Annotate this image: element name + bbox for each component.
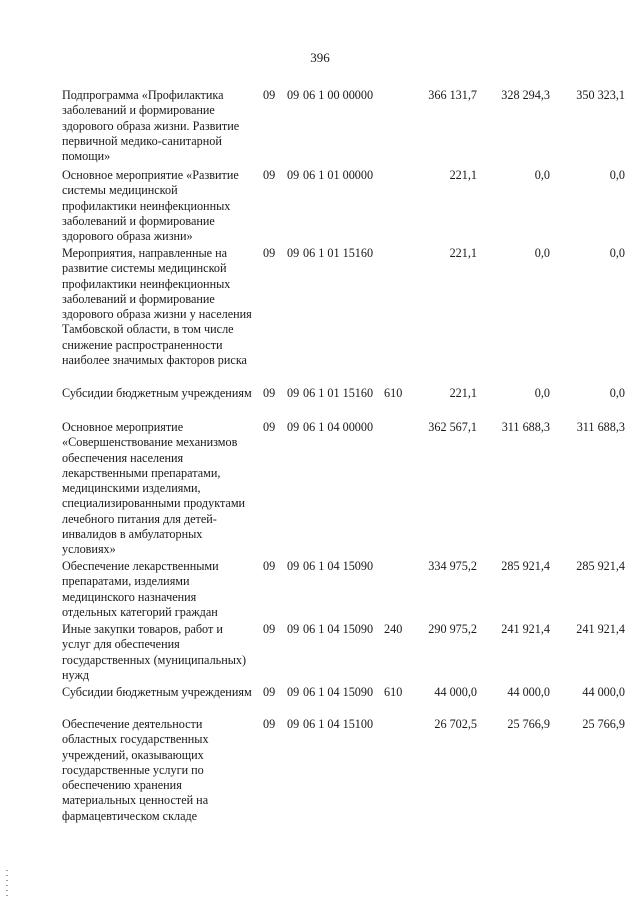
subsection-code: 09 (287, 717, 300, 731)
value-year-3: 0,0 (609, 246, 625, 260)
section-code: 09 (263, 386, 276, 400)
value-year-3: 0,0 (609, 168, 625, 182)
value-year-2: 285 921,4 (501, 559, 550, 573)
value-year-2: 311 688,3 (501, 420, 550, 434)
value-year-2: 0,0 (534, 168, 550, 182)
value-year-2: 0,0 (534, 386, 550, 400)
row-name: Основное мероприятие «Развитие системы медицинской профилактики неинфекционных заболеваний и формирование здорового образа жизни» (62, 168, 239, 244)
subsection-code: 09 (287, 386, 300, 400)
value-year-1: 362 567,1 (428, 420, 477, 434)
row-name: Обеспечение лекарственными препаратами, изделиями медицинского назначения отдельных категорий граждан (62, 559, 219, 619)
subsection-code: 09 (287, 420, 300, 434)
row-name: Обеспечение деятельности областных государственных учреждений, оказывающих государственные услуги по обеспечению хранения материальных ценностей на фармацевтическом складе (62, 717, 209, 823)
row-name: Иные закупки товаров, работ и услуг для обеспечения государственных (муниципальных) нужд (62, 622, 247, 682)
row-name: Подпрограмма «Профилактика заболеваний и формирование здорового образа жизни. Развитие первичной медико-санитарной помощи» (62, 88, 240, 164)
section-code: 09 (263, 168, 276, 182)
row-name: Субсидии бюджетным учреждениям (62, 386, 252, 400)
section-code: 09 (263, 622, 276, 636)
row-name: Основное мероприятие «Совершенствование механизмов обеспечения населения лекарственными препаратами, медицинскими изделиями, специализированными продуктами лечебного питания для детей-инвалидов в амбулаторных условиях» (62, 420, 246, 557)
value-year-1: 44 000,0 (434, 685, 477, 699)
value-year-1: 366 131,7 (428, 88, 477, 102)
section-code: 09 (263, 685, 276, 699)
value-year-1: 26 702,5 (434, 717, 477, 731)
value-year-3: 44 000,0 (582, 685, 625, 699)
target-article-code: 06 1 01 00000 (303, 168, 374, 182)
expense-type-code: 610 (384, 386, 403, 400)
value-year-2: 44 000,0 (507, 685, 550, 699)
value-year-1: 221,1 (449, 246, 477, 260)
value-year-3: 0,0 (609, 386, 625, 400)
section-code: 09 (263, 717, 276, 731)
value-year-1: 334 975,2 (428, 559, 477, 573)
value-year-2: 0,0 (534, 246, 550, 260)
value-year-3: 285 921,4 (576, 559, 625, 573)
subsection-code: 09 (287, 622, 300, 636)
target-article-code: 06 1 01 15160 (303, 386, 374, 400)
expense-type-code: 610 (384, 685, 403, 699)
row-name: Мероприятия, направленные на развитие системы медицинской профилактики неинфекционных заболеваний и формирование здорового образа жизни у населения Тамбовской области, в том числе снижение распространенности наиболее значимых факторов риска (62, 246, 252, 368)
section-code: 09 (263, 246, 276, 260)
value-year-2: 25 766,9 (507, 717, 550, 731)
target-article-code: 06 1 04 15090 (303, 622, 374, 636)
subsection-code: 09 (287, 559, 300, 573)
expense-type-code: 240 (384, 622, 403, 636)
section-code: 09 (263, 88, 276, 102)
target-article-code: 06 1 04 15100 (303, 717, 374, 731)
target-article-code: 06 1 04 15090 (303, 685, 374, 699)
row-name: Субсидии бюджетным учреждениям (62, 685, 252, 699)
target-article-code: 06 1 04 00000 (303, 420, 374, 434)
page-number: 396 (310, 50, 330, 65)
value-year-2: 328 294,3 (501, 88, 550, 102)
value-year-3: 241 921,4 (576, 622, 625, 636)
value-year-3: 25 766,9 (582, 717, 625, 731)
subsection-code: 09 (287, 246, 300, 260)
value-year-1: 221,1 (449, 168, 477, 182)
value-year-1: 221,1 (449, 386, 477, 400)
value-year-3: 311 688,3 (576, 420, 625, 434)
target-article-code: 06 1 00 00000 (303, 88, 374, 102)
subsection-code: 09 (287, 685, 300, 699)
section-code: 09 (263, 420, 276, 434)
value-year-1: 290 975,2 (428, 622, 477, 636)
section-code: 09 (263, 559, 276, 573)
subsection-code: 09 (287, 88, 300, 102)
value-year-2: 241 921,4 (501, 622, 550, 636)
value-year-3: 350 323,1 (576, 88, 625, 102)
target-article-code: 06 1 04 15090 (303, 559, 374, 573)
subsection-code: 09 (287, 168, 300, 182)
target-article-code: 06 1 01 15160 (303, 246, 374, 260)
scan-edge-marks (6, 870, 8, 900)
